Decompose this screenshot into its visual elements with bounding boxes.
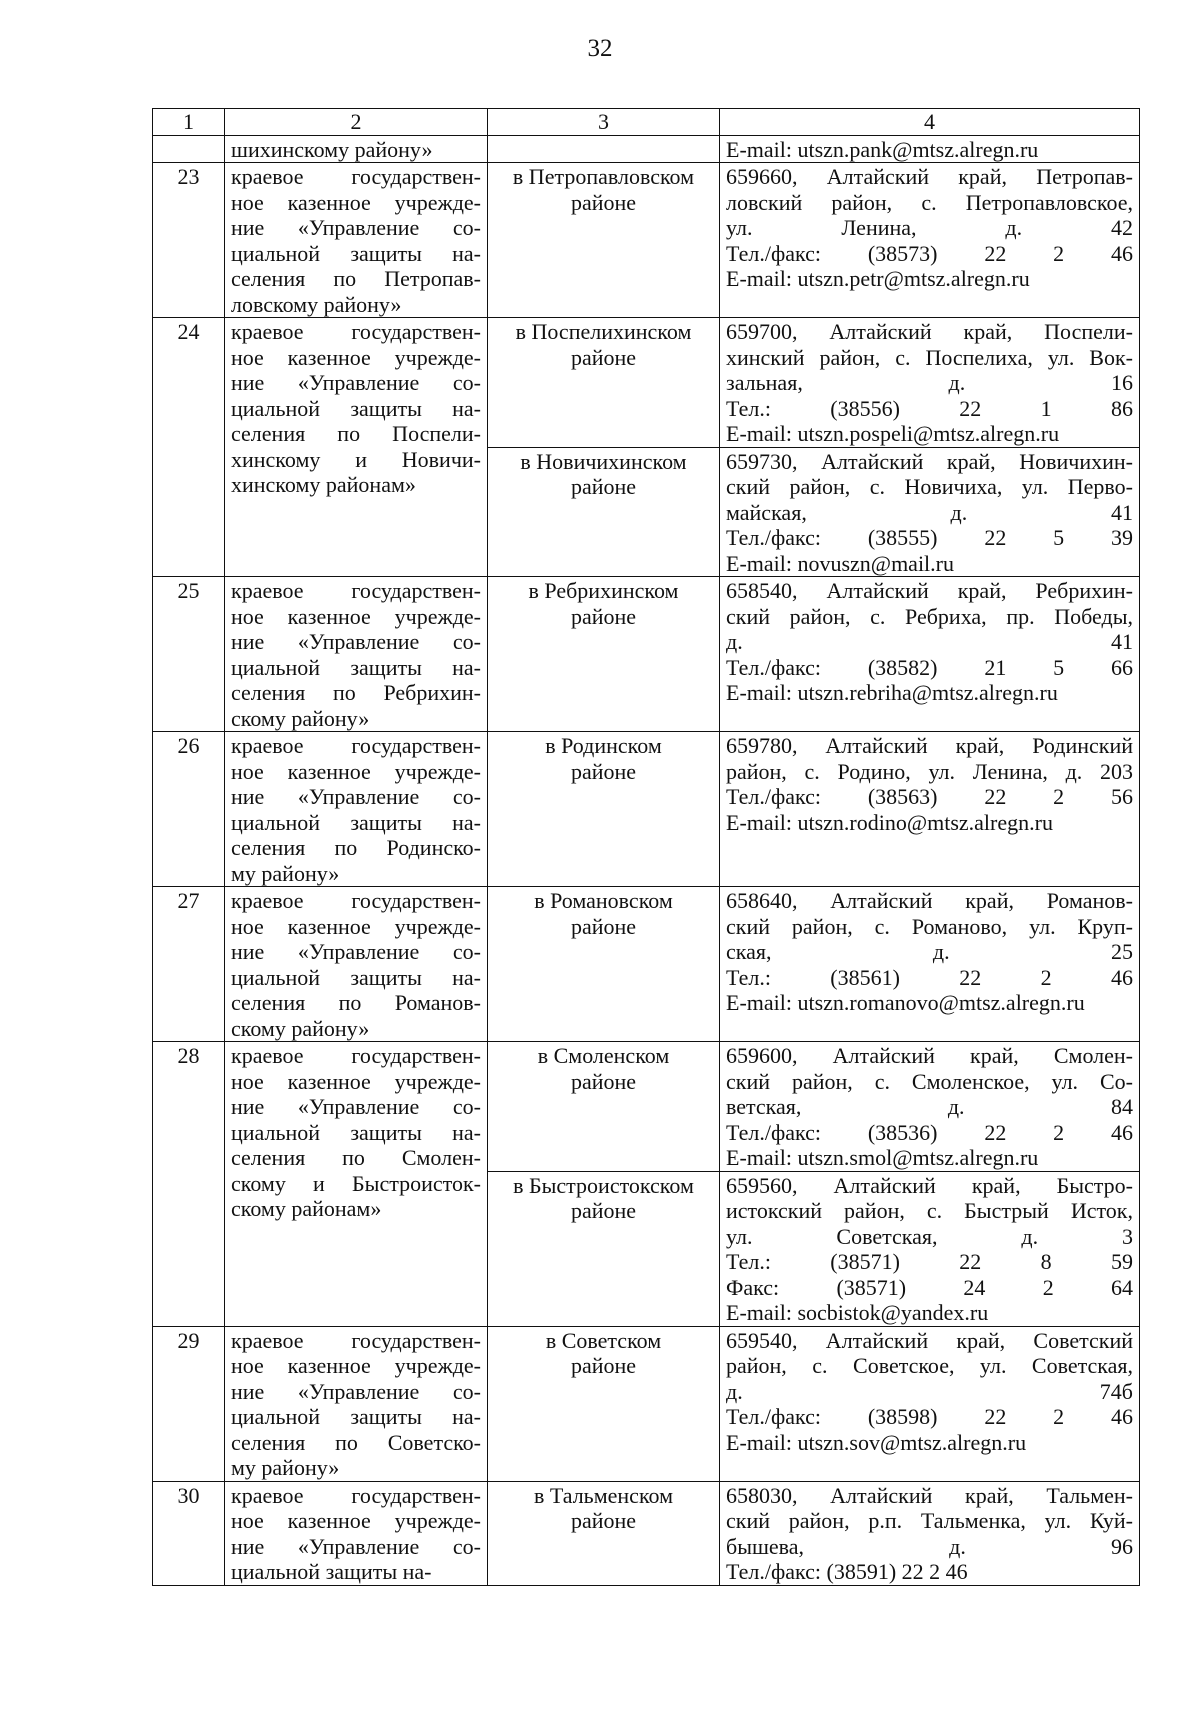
district-line: в Ребрихинском (528, 578, 679, 603)
district-line: в Тальменском (533, 1482, 674, 1508)
contact-cell (720, 318, 1140, 448)
row-number: 26 (153, 732, 225, 887)
contact-line: 659700, Алтайский край, Поспели- (726, 319, 1133, 344)
district-cell (488, 732, 720, 887)
institution-name-line: циальной защиты на- (231, 654, 481, 680)
contact-line: 659600, Алтайский край, Смолен- (726, 1043, 1133, 1068)
institution-name-line: ное казенное учрежде- (231, 603, 481, 629)
institution-name-line: скому районам» (231, 1196, 382, 1221)
page-number: 32 (587, 35, 613, 62)
contact-line: Тел./факс: (38582) 21 5 66 (726, 654, 1133, 680)
contact-line: E-mail: utszn.romanovo@mtsz.alregn.ru (726, 990, 1085, 1015)
row-number: 25 (153, 577, 225, 732)
contact-line: Тел./факс: (38555) 22 5 39 (726, 525, 1133, 550)
contact-cell (720, 732, 1140, 887)
contact-line: ветская, д. 84 (726, 1094, 1133, 1119)
institution-name (225, 318, 488, 577)
institution-name-line: ное казенное учрежде- (231, 913, 481, 939)
institution-name-line: селения по Петропав- (231, 266, 481, 291)
contact-line: 659660, Алтайский край, Петропав- (726, 164, 1133, 189)
institution-name-line: ное казенное учрежде- (231, 1353, 481, 1378)
institution-name-line: краевое государствен- (231, 1482, 481, 1508)
contact-line: бышева, д. 96 (726, 1533, 1133, 1559)
contact-line: Тел./факс: (38536) 22 2 46 (726, 1119, 1133, 1145)
contact-line: E-mail: utszn.rebriha@mtsz.alregn.ru (726, 680, 1058, 705)
district-line: районе (570, 603, 637, 629)
institution-name-line: ние «Управление со- (231, 629, 481, 654)
institution-name (225, 163, 488, 318)
contact-cell (720, 163, 1140, 318)
institution-name-line: циальной защиты на- (231, 1404, 481, 1429)
institution-name-line: му району» (231, 860, 340, 886)
contact-line: E-mail: utszn.pospeli@mtsz.alregn.ru (726, 421, 1060, 446)
institution-name-line: хинскому районам» (231, 472, 416, 497)
contact-cell (720, 447, 1140, 577)
contact-line: 658540, Алтайский край, Ребрихин- (726, 578, 1133, 603)
institution-name (225, 577, 488, 732)
institution-name-line: хинскому и Новичи- (231, 446, 481, 472)
row-number: 24 (153, 318, 225, 577)
contact-cell (720, 1481, 1140, 1585)
institution-name (225, 1042, 488, 1327)
contact-line: 658640, Алтайский край, Романов- (726, 888, 1133, 913)
column-header-2: 2 (225, 109, 488, 136)
district-cell (488, 577, 720, 732)
district-line: районе (570, 189, 637, 215)
contact-line: хинский район, с. Поспелиха, ул. Вок- (726, 344, 1133, 370)
contact-line: E-mail: utszn.rodino@mtsz.alregn.ru (726, 809, 1053, 835)
institution-name-line: ловскому району» (231, 291, 402, 317)
row-number: 30 (153, 1481, 225, 1585)
table-header (153, 109, 1140, 136)
contact-line: истокский район, с. Быстрый Исток, (726, 1198, 1133, 1223)
institution-name-line: краевое государствен- (231, 1327, 481, 1353)
contact-line: д. 74б (726, 1378, 1133, 1404)
header-row (153, 109, 1140, 136)
institution-name-line: селения по Родинско- (231, 835, 481, 860)
institutions-table (152, 108, 1140, 1586)
institution-name (225, 887, 488, 1042)
institution-name-line: циальной защиты на- (231, 809, 481, 835)
district-line: районе (570, 1353, 637, 1378)
district-line: районе (570, 1198, 637, 1223)
institution-name-line: циальной защиты на- (231, 395, 481, 421)
contact-line: Тел./факс: (38563) 22 2 56 (726, 784, 1133, 809)
contact-line: ская, д. 25 (726, 939, 1133, 964)
institution-name (225, 732, 488, 887)
column-header-1: 1 (153, 109, 225, 136)
contact-line: 659730, Алтайский край, Новичихин- (726, 448, 1133, 474)
district-line: в Петропавловском (512, 164, 695, 189)
institution-name-line: ние «Управление со- (231, 1533, 481, 1559)
table-row (153, 318, 1140, 448)
institution-name-line: му району» (231, 1455, 340, 1480)
district-cell (488, 318, 720, 448)
institution-name-line: ние «Управление со- (231, 1378, 481, 1404)
institution-name-line: селения по Поспели- (231, 421, 481, 446)
institution-name-line: циальной защиты на- (231, 1119, 481, 1145)
contact-line: 659780, Алтайский край, Родинский (726, 733, 1133, 758)
contact-line: майская, д. 41 (726, 499, 1133, 525)
contact-line: ский район, с. Новичиха, ул. Перво- (726, 474, 1133, 499)
district-line: в Поспелихинском (515, 319, 692, 344)
contact-line: район, с. Родино, ул. Ленина, д. 203 (726, 758, 1133, 784)
contact-line: E-mail: novuszn@mail.ru (726, 550, 954, 576)
institution-name (225, 1326, 488, 1481)
row-number: 27 (153, 887, 225, 1042)
institution-name-line: ние «Управление со- (231, 1094, 481, 1119)
institution-name-line: ние «Управление со- (231, 215, 481, 240)
contact-line: Тел.: (38561) 22 2 46 (726, 964, 1133, 990)
contact-cell (720, 1171, 1140, 1326)
table-row (153, 732, 1140, 887)
district-cell (488, 447, 720, 577)
contact-line: E-mail: utszn.sov@mtsz.alregn.ru (726, 1429, 1027, 1455)
district-line: в Новичихинском (520, 448, 687, 474)
table-row (153, 1481, 1140, 1585)
contact-line: E-mail: utszn.smol@mtsz.alregn.ru (726, 1145, 1039, 1170)
institution-name-line: скому и Быстроисток- (231, 1170, 481, 1196)
table-row (153, 1326, 1140, 1481)
institution-name-line: ное казенное учрежде- (231, 1068, 481, 1094)
table-row (153, 887, 1140, 1042)
table-row (153, 135, 1140, 163)
contact-line: Тел./факс: (38591) 22 2 46 (726, 1559, 968, 1584)
district-line: районе (570, 758, 637, 784)
institution-name-line: скому району» (231, 1015, 370, 1041)
district-line: в Романовском (534, 888, 673, 913)
district-cell (488, 1042, 720, 1172)
institution-name-line: циальной защиты на- (231, 1559, 432, 1584)
column-header-4: 4 (720, 109, 1140, 136)
institution-name-line: селения по Смолен- (231, 1145, 481, 1170)
district-line: районе (570, 474, 637, 499)
contact-line: Тел./факс: (38573) 22 2 46 (726, 240, 1133, 266)
contact-cell (720, 577, 1140, 732)
contact-line: ул. Ленина, д. 42 (726, 215, 1133, 240)
institution-name-line: ное казенное учрежде- (231, 758, 481, 784)
contact-line: ский район, с. Смоленское, ул. Со- (726, 1068, 1133, 1094)
contact-line: район, с. Советское, ул. Советская, (726, 1353, 1133, 1378)
district-line: районе (570, 1508, 637, 1533)
contact-line: ский район, с. Романово, ул. Круп- (726, 913, 1133, 939)
contact-line: E-mail: socbistok@yandex.ru (726, 1300, 989, 1325)
institution-name-line: краевое государствен- (231, 888, 481, 913)
contact-line: Факс: (38571) 24 2 64 (726, 1274, 1133, 1300)
table-row (153, 1042, 1140, 1172)
district-cell (488, 163, 720, 318)
column-header-3: 3 (488, 109, 720, 136)
institution-name-line: краевое государствен- (231, 1043, 481, 1068)
institution-name-line: селения по Ребрихин- (231, 680, 481, 705)
institution-name-line: ние «Управление со- (231, 784, 481, 809)
row-number: 23 (153, 163, 225, 318)
institution-name-line: шихинскому району» (231, 136, 433, 162)
row-number: 28 (153, 1042, 225, 1327)
contact-line: 659560, Алтайский край, Быстро- (726, 1172, 1133, 1198)
institution-name-line: ние «Управление со- (231, 370, 481, 395)
row-number (153, 135, 225, 163)
contact-line: 659540, Алтайский край, Советский (726, 1327, 1133, 1353)
institution-name-line: селения по Советско- (231, 1429, 481, 1455)
institution-name-line: ное казенное учрежде- (231, 344, 481, 370)
district-cell (488, 1171, 720, 1326)
table-row (153, 577, 1140, 732)
institution-name-line: ное казенное учрежде- (231, 1508, 481, 1533)
contact-line: Тел.: (38571) 22 8 59 (726, 1249, 1133, 1274)
contact-line: д. 41 (726, 629, 1133, 654)
contact-line: Тел./факс: (38598) 22 2 46 (726, 1404, 1133, 1429)
institution-name (225, 1481, 488, 1585)
contact-cell (720, 1042, 1140, 1172)
institution-name-line: краевое государствен- (231, 733, 481, 758)
district-cell (488, 887, 720, 1042)
district-line: в Советском (545, 1327, 662, 1353)
district-line: районе (570, 1068, 637, 1094)
contact-line: зальная, д. 16 (726, 370, 1133, 395)
contact-line: ский район, р.п. Тальменка, ул. Куй- (726, 1508, 1133, 1533)
district-cell (488, 1326, 720, 1481)
institution-name-line: краевое государствен- (231, 319, 481, 344)
table-body (153, 135, 1140, 1585)
district-cell (488, 135, 720, 163)
institution-name-line: краевое государствен- (231, 578, 481, 603)
district-line: районе (570, 913, 637, 939)
district-line: районе (570, 344, 637, 370)
district-cell (488, 1481, 720, 1585)
institution-name-line: ние «Управление со- (231, 939, 481, 964)
institution-name-line: селения по Романов- (231, 990, 481, 1015)
district-line: в Родинском (545, 733, 662, 758)
contact-cell (720, 135, 1140, 163)
contact-line: ловский район, с. Петропавловское, (726, 189, 1133, 215)
institution-name-line: скому району» (231, 705, 370, 731)
contact-cell (720, 1326, 1140, 1481)
institution-name-line: циальной защиты на- (231, 964, 481, 990)
contact-line: E-mail: utszn.petr@mtsz.alregn.ru (726, 266, 1030, 291)
institution-name-line: циальной защиты на- (231, 240, 481, 266)
contact-line: E-mail: utszn.pank@mtsz.alregn.ru (726, 136, 1039, 162)
contact-line: ский район, с. Ребриха, пр. Победы, (726, 603, 1133, 629)
district-line: в Смоленском (537, 1043, 670, 1068)
institution-name-line: краевое государствен- (231, 164, 481, 189)
institution-name (225, 135, 488, 163)
row-number: 29 (153, 1326, 225, 1481)
contact-cell (720, 887, 1140, 1042)
contact-line: Тел.: (38556) 22 1 86 (726, 395, 1133, 421)
contact-line: 658030, Алтайский край, Тальмен- (726, 1482, 1133, 1508)
contact-line: ул. Советская, д. 3 (726, 1223, 1133, 1249)
district-line: в Быстроистокском (513, 1172, 694, 1198)
table-row (153, 163, 1140, 318)
institution-name-line: ное казенное учрежде- (231, 189, 481, 215)
